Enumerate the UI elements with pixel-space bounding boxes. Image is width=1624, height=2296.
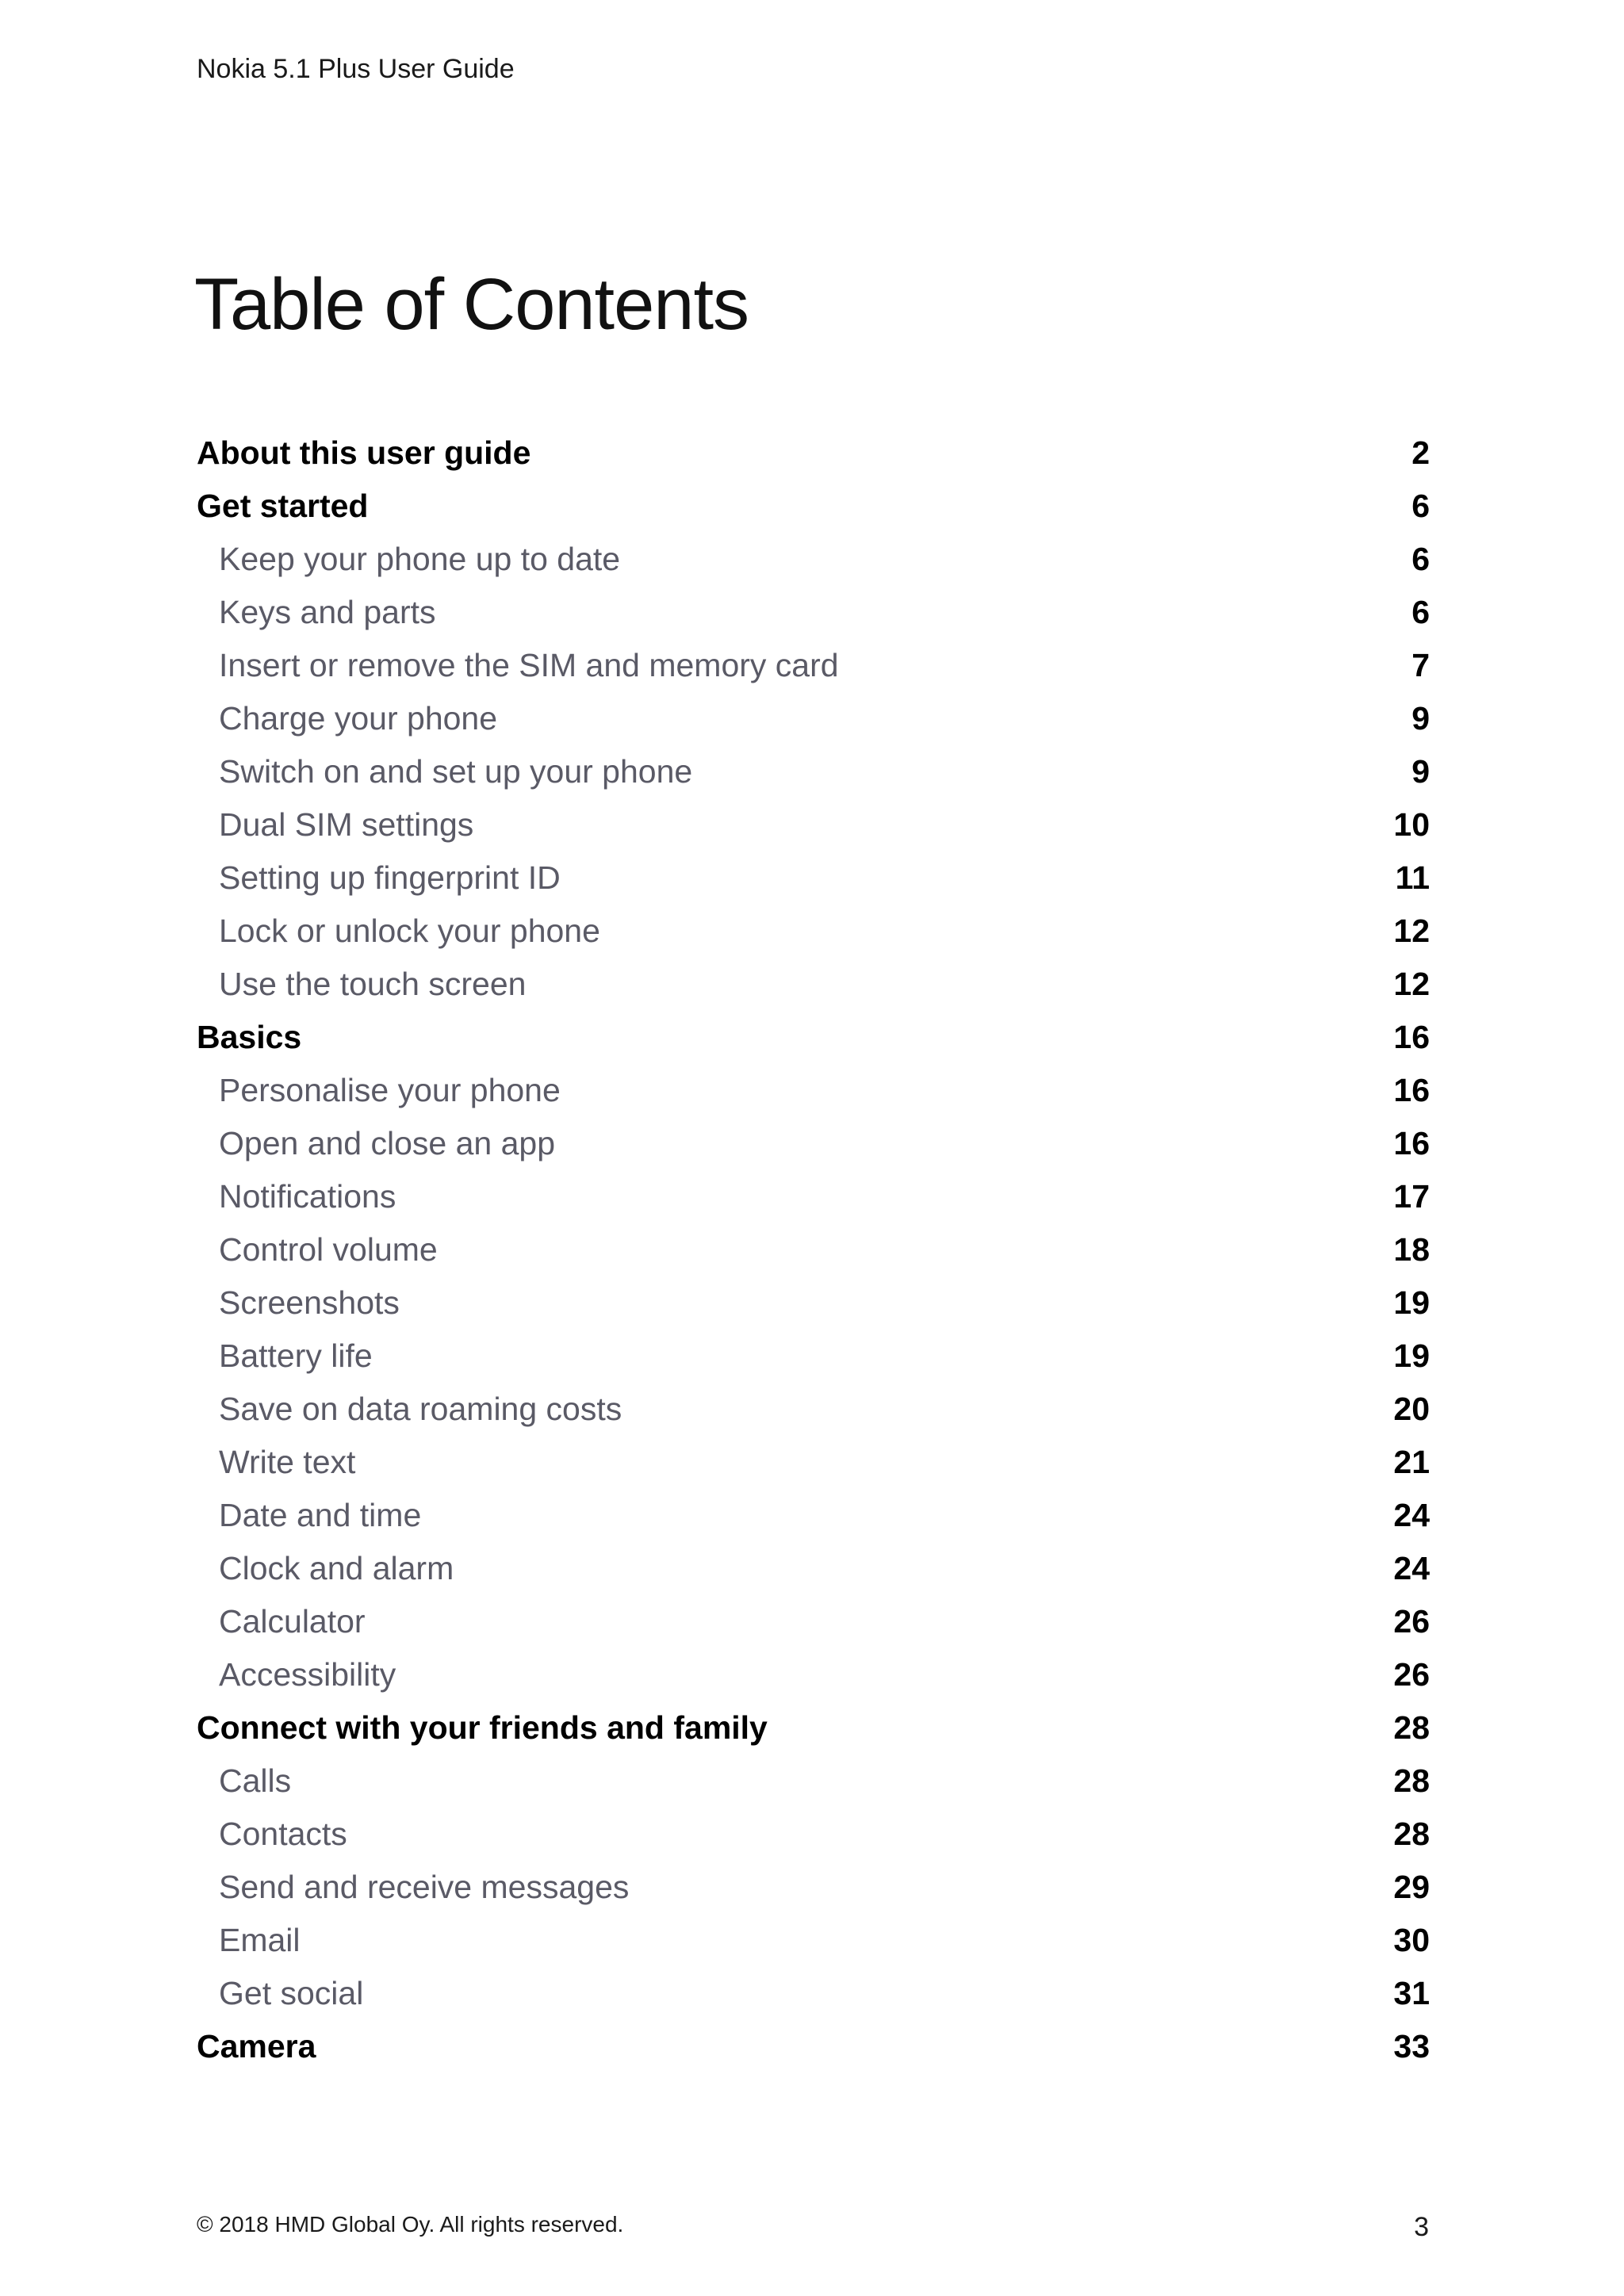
- toc-entry-label: Connect with your friends and family: [197, 1709, 768, 1746]
- toc-subsection-entry[interactable]: [197, 1170, 1430, 1223]
- toc-subsection-entry[interactable]: [197, 1542, 1430, 1595]
- toc-entry-label: Basics: [197, 1019, 302, 1055]
- toc-entry-label: About this user guide: [197, 434, 531, 471]
- toc-subsection-entry[interactable]: [197, 1064, 1430, 1117]
- toc-subsection-entry[interactable]: [197, 798, 1430, 851]
- toc-entry-label: Screenshots: [219, 1284, 400, 1321]
- toc-entry-page-number: 19: [1393, 1284, 1430, 1321]
- toc-entry-page-number: 31: [1393, 1975, 1430, 2011]
- toc-entry-label: Accessibility: [219, 1656, 396, 1693]
- toc-subsection-entry[interactable]: [197, 1755, 1430, 1808]
- toc-subsection-entry[interactable]: [197, 745, 1430, 798]
- toc-section-entry[interactable]: [197, 2020, 1430, 2073]
- toc-entry-label: Clock and alarm: [219, 1550, 454, 1586]
- toc-section-entry[interactable]: [197, 427, 1430, 480]
- toc-entry-page-number: 9: [1411, 700, 1430, 737]
- toc-entry-label: Date and time: [219, 1497, 422, 1533]
- toc-entry-label: Calls: [219, 1762, 292, 1799]
- toc-entry-page-number: 21: [1393, 1444, 1430, 1480]
- page-number: 3: [1414, 2212, 1429, 2242]
- toc-subsection-entry[interactable]: [197, 1276, 1430, 1330]
- toc-entry-page-number: 9: [1411, 753, 1430, 790]
- copyright-notice: © 2018 HMD Global Oy. All rights reserved.: [197, 2212, 624, 2237]
- toc-subsection-entry[interactable]: [197, 1595, 1430, 1648]
- toc-subsection-entry[interactable]: [197, 1330, 1430, 1383]
- toc-entry-label: Setting up fingerprint ID: [219, 859, 561, 896]
- toc-section-entry[interactable]: [197, 1701, 1430, 1755]
- toc-entry-page-number: 24: [1393, 1497, 1430, 1533]
- toc-entry-label: Get social: [219, 1975, 364, 2011]
- toc-subsection-entry[interactable]: [197, 851, 1430, 905]
- toc-entry-page-number: 28: [1393, 1816, 1430, 1852]
- toc-entry-label: Camera: [197, 2028, 316, 2064]
- toc-entry-label: Save on data roaming costs: [219, 1391, 622, 1427]
- toc-entry-label: Contacts: [219, 1816, 347, 1852]
- toc-entry-page-number: 24: [1393, 1550, 1430, 1586]
- toc-subsection-entry[interactable]: [197, 1808, 1430, 1861]
- toc-entry-label: Send and receive messages: [219, 1869, 630, 1905]
- toc-subsection-entry[interactable]: [197, 639, 1430, 692]
- toc-entry-page-number: 30: [1393, 1922, 1430, 1958]
- toc-entry-label: Lock or unlock your phone: [219, 913, 600, 949]
- toc-entry-page-number: 26: [1393, 1656, 1430, 1693]
- toc-entry-page-number: 16: [1393, 1072, 1430, 1108]
- toc-entry-label: Email: [219, 1922, 301, 1958]
- toc-entry-label: Dual SIM settings: [219, 806, 474, 843]
- toc-entry-page-number: 6: [1411, 594, 1430, 630]
- toc-section-entry[interactable]: [197, 480, 1430, 533]
- toc-entry-page-number: 17: [1393, 1178, 1430, 1215]
- toc-entry-page-number: 16: [1393, 1125, 1430, 1161]
- toc-entry-page-number: 28: [1393, 1762, 1430, 1799]
- toc-entry-page-number: 33: [1393, 2028, 1430, 2064]
- toc-subsection-entry[interactable]: [197, 1489, 1430, 1542]
- toc-subsection-entry[interactable]: [197, 1223, 1430, 1276]
- page-title: Table of Contents: [194, 264, 749, 345]
- toc-subsection-entry[interactable]: [197, 586, 1430, 639]
- toc-subsection-entry[interactable]: [197, 1861, 1430, 1914]
- toc-entry-page-number: 10: [1393, 806, 1430, 843]
- toc-entry-label: Use the touch screen: [219, 966, 527, 1002]
- toc-entry-page-number: 20: [1393, 1391, 1430, 1427]
- toc-entry-page-number: 29: [1393, 1869, 1430, 1905]
- toc-subsection-entry[interactable]: [197, 1117, 1430, 1170]
- toc-entry-label: Write text: [219, 1444, 356, 1480]
- toc-subsection-entry[interactable]: [197, 1436, 1430, 1489]
- toc-section-entry[interactable]: [197, 1011, 1430, 1064]
- toc-entry-page-number: 6: [1411, 541, 1430, 577]
- toc-entry-page-number: 12: [1393, 913, 1430, 949]
- table-of-contents: [197, 427, 1430, 2073]
- toc-entry-label: Insert or remove the SIM and memory card: [219, 647, 839, 683]
- toc-subsection-entry[interactable]: [197, 533, 1430, 586]
- toc-entry-label: Control volume: [219, 1231, 438, 1268]
- toc-subsection-entry[interactable]: [197, 1383, 1430, 1436]
- toc-entry-page-number: 6: [1411, 488, 1430, 524]
- toc-entry-label: Personalise your phone: [219, 1072, 561, 1108]
- toc-entry-label: Get started: [197, 488, 369, 524]
- toc-entry-label: Keep your phone up to date: [219, 541, 621, 577]
- document-header: Nokia 5.1 Plus User Guide: [197, 54, 515, 84]
- toc-entry-page-number: 26: [1393, 1603, 1430, 1640]
- toc-entry-page-number: 7: [1411, 647, 1430, 683]
- toc-entry-label: Battery life: [219, 1337, 373, 1374]
- toc-entry-page-number: 2: [1411, 434, 1430, 471]
- toc-entry-page-number: 28: [1393, 1709, 1430, 1746]
- toc-subsection-entry[interactable]: [197, 905, 1430, 958]
- toc-subsection-entry[interactable]: [197, 692, 1430, 745]
- toc-entry-label: Notifications: [219, 1178, 396, 1215]
- toc-entry-label: Charge your phone: [219, 700, 498, 737]
- toc-entry-page-number: 11: [1395, 859, 1430, 896]
- toc-entry-label: Open and close an app: [219, 1125, 555, 1161]
- toc-entry-label: Calculator: [219, 1603, 366, 1640]
- toc-entry-label: Switch on and set up your phone: [219, 753, 693, 790]
- toc-entry-page-number: 19: [1393, 1337, 1430, 1374]
- toc-entry-label: Keys and parts: [219, 594, 436, 630]
- toc-subsection-entry[interactable]: [197, 1648, 1430, 1701]
- toc-entry-page-number: 12: [1393, 966, 1430, 1002]
- toc-subsection-entry[interactable]: [197, 1967, 1430, 2020]
- toc-entry-page-number: 16: [1393, 1019, 1430, 1055]
- toc-entry-page-number: 18: [1393, 1231, 1430, 1268]
- toc-subsection-entry[interactable]: [197, 958, 1430, 1011]
- toc-subsection-entry[interactable]: [197, 1914, 1430, 1967]
